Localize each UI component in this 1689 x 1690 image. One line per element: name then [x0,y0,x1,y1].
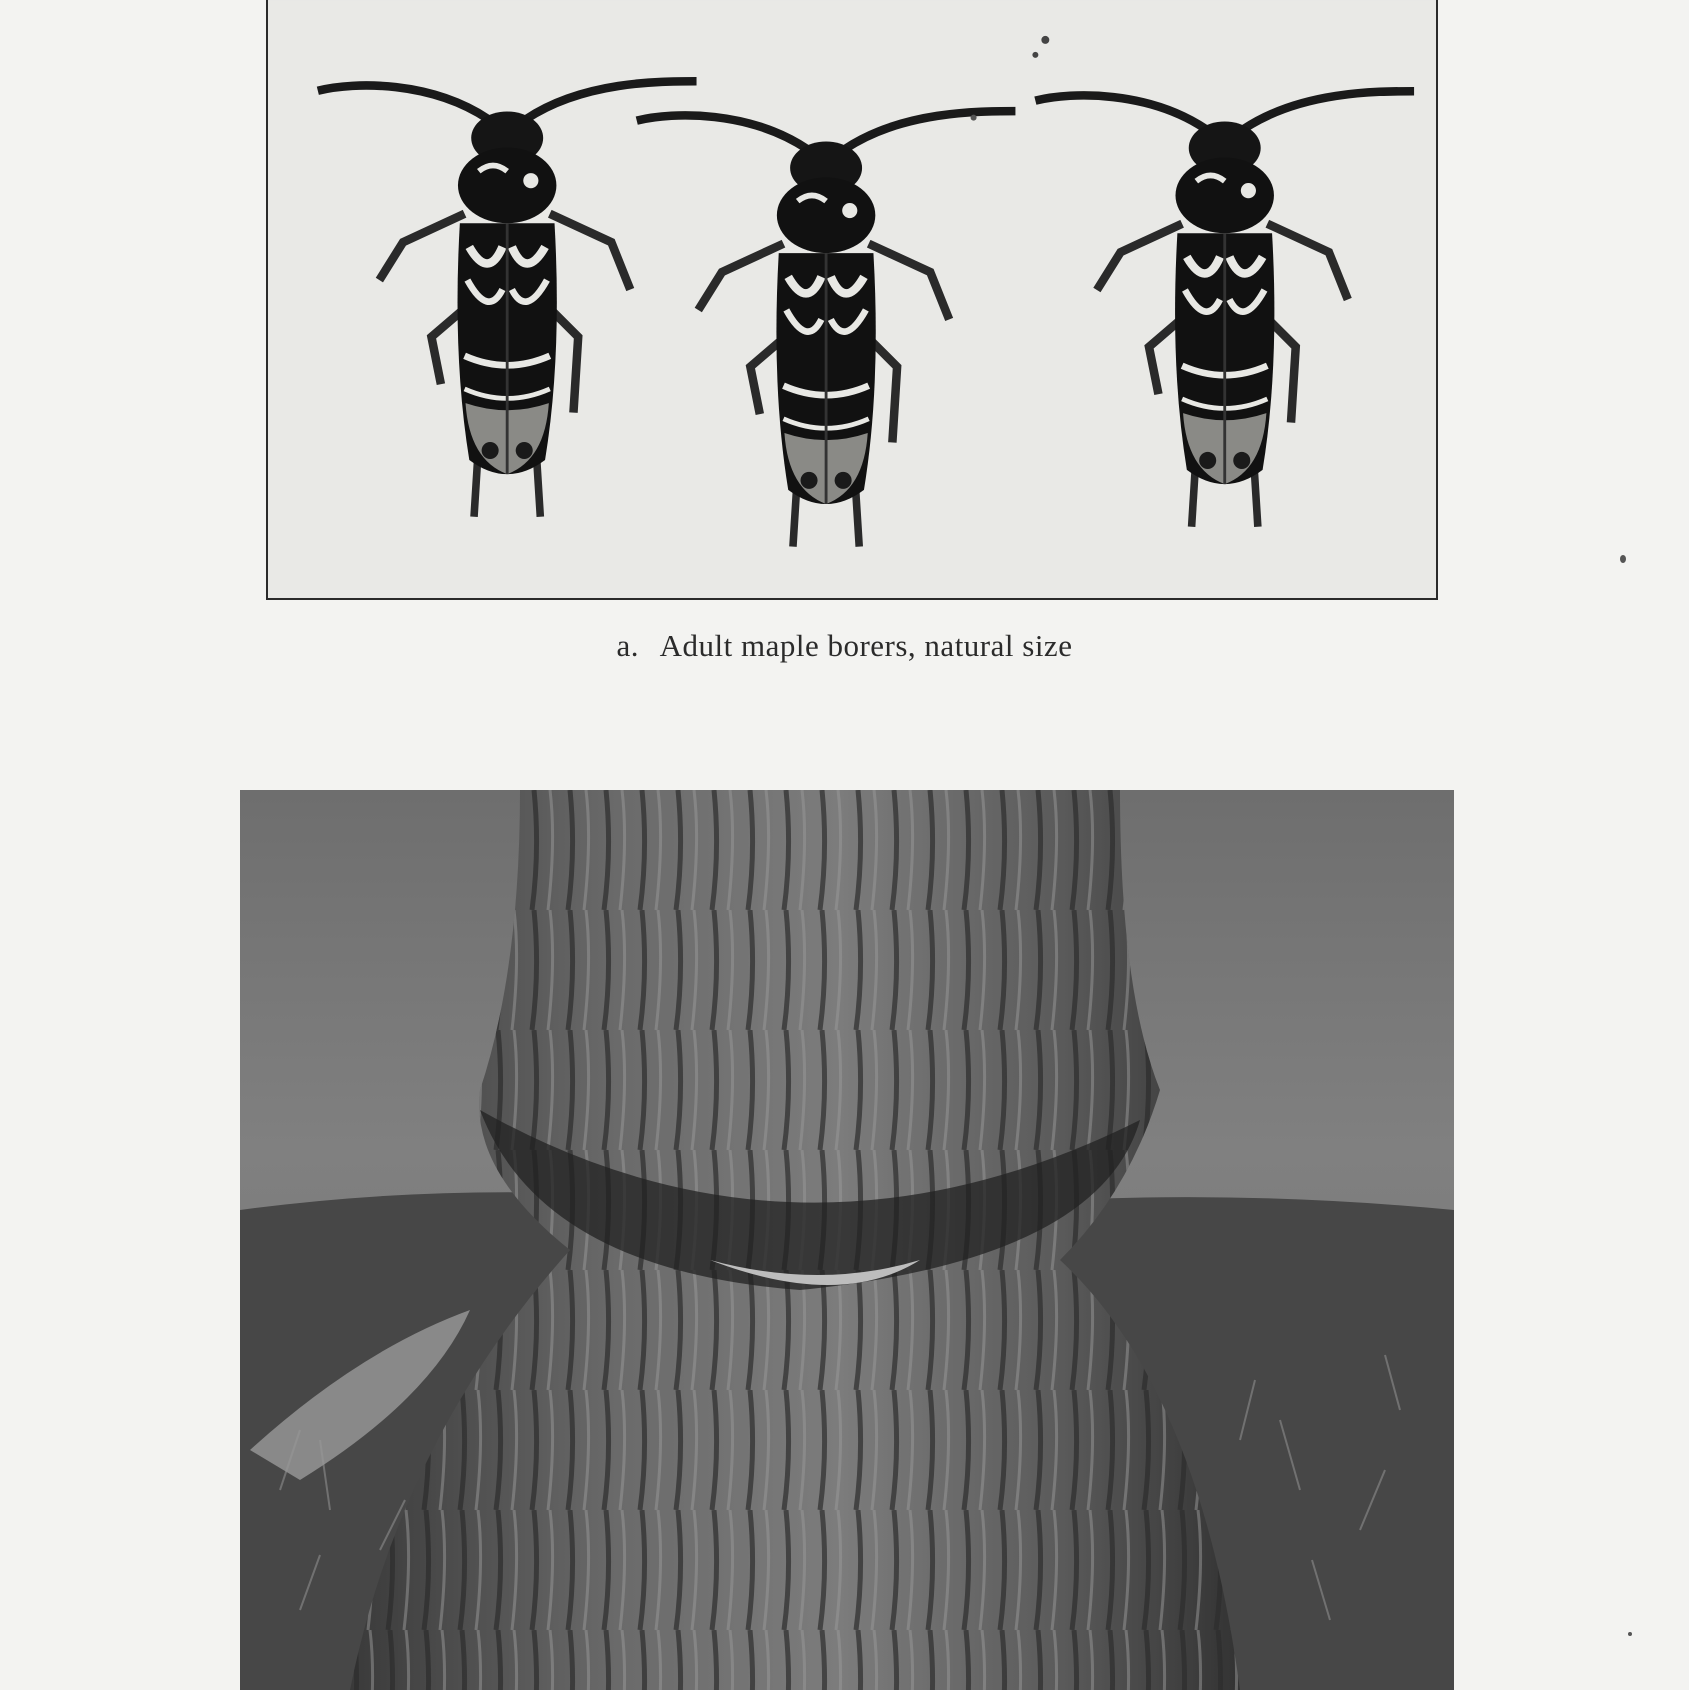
caption-label: a. [616,628,640,663]
tree-trunk-photograph [240,790,1454,1690]
paper-speck [1628,1632,1632,1636]
figure-caption [0,628,1689,664]
tree-trunk-illustration [240,790,1454,1690]
beetles-illustration [268,0,1436,598]
caption-text: Adult maple borers, natural size [659,628,1073,663]
beetles-photograph [266,0,1438,600]
paper-speck [1620,555,1626,563]
